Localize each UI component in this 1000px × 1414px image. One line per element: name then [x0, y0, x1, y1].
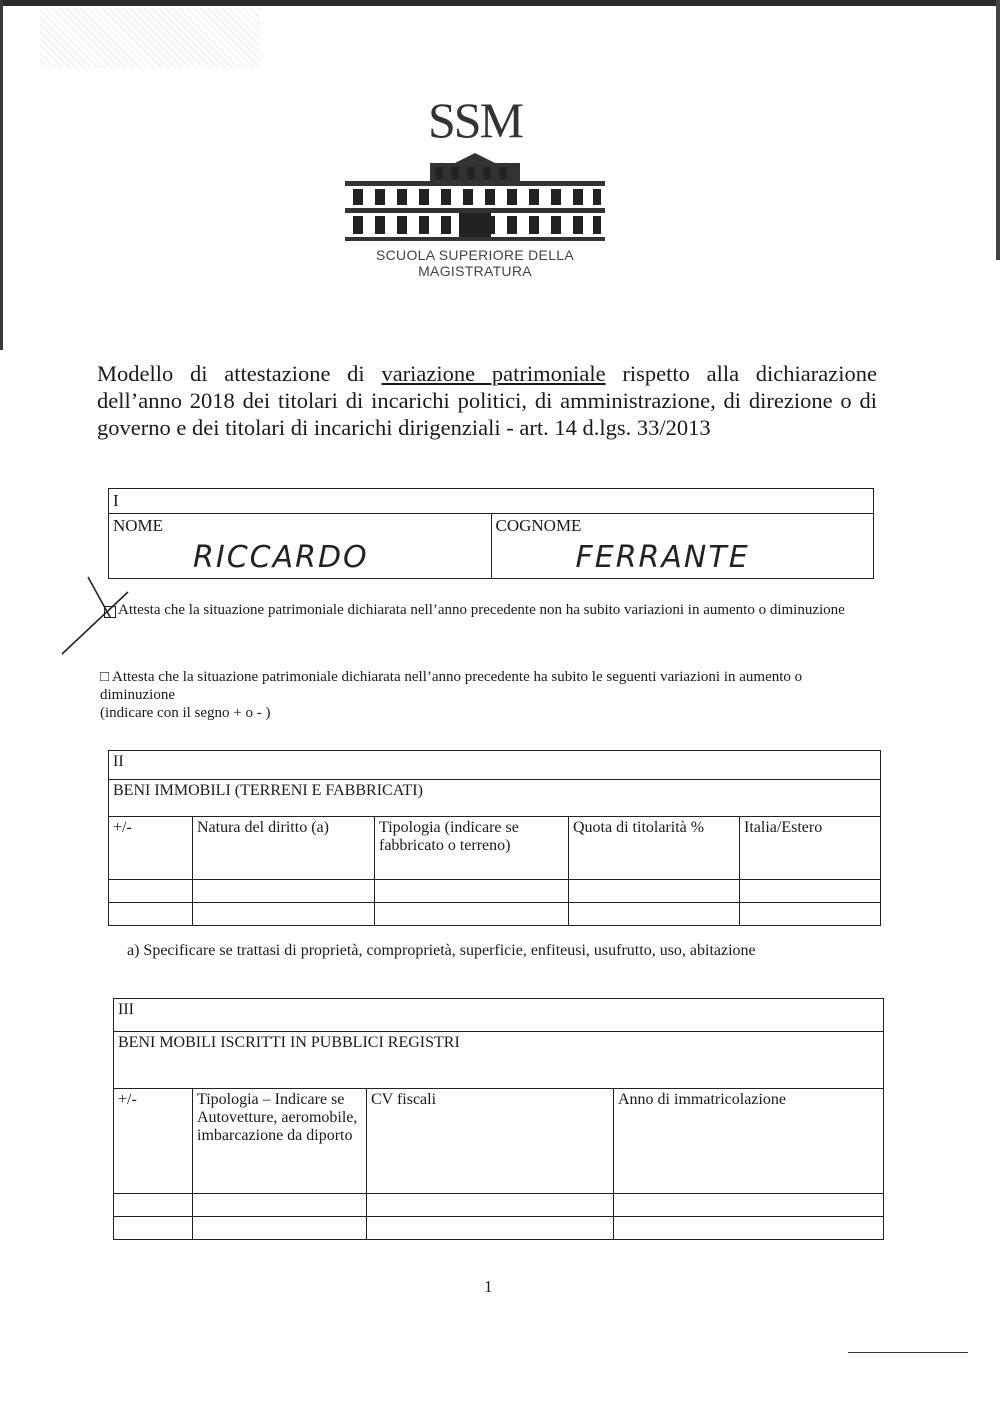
option-2-checkbox[interactable]: □ — [100, 669, 110, 685]
scan-edge-right — [996, 0, 1000, 260]
option-1-label: Attesta che la situazione patrimoniale dichiarata nell’anno precedente non ha subito variazioni in aumento o diminuzione — [118, 602, 845, 618]
scan-edge-top — [0, 0, 1000, 6]
section-1-number: I — [109, 489, 874, 514]
table-row — [109, 880, 881, 903]
title-underlined: variazione patrimoniale — [381, 361, 606, 386]
option-2-note: (indicare con il segno + o - ) — [100, 705, 271, 721]
section-3-table — [113, 998, 884, 1240]
option-2 — [100, 668, 870, 722]
col-tipologia-3: Tipologia – Indicare se Autovetture, aeromobile, imbarcazione da diporto — [193, 1089, 367, 1194]
cognome-label: COGNOME — [495, 516, 582, 535]
building-icon — [335, 153, 615, 243]
col-anno: Anno di immatricolazione — [614, 1089, 884, 1194]
ssm-logo — [320, 92, 630, 279]
col-plus-minus-3: +/- — [114, 1089, 193, 1194]
table-row — [109, 903, 881, 926]
document-title — [97, 360, 877, 441]
nome-handwritten: RICCARDO — [193, 540, 369, 575]
logo-name: SCUOLA SUPERIORE DELLA MAGISTRATURA — [376, 247, 574, 279]
scan-noise — [40, 8, 260, 68]
col-italia-estero: Italia/Estero — [740, 817, 881, 880]
title-part2: rispetto alla dichiarazione dell’anno 2018 dei titolari di incarichi politici, di amministrazione, di direzione o di governo e dei titolari di incarichi dirigenziali - art. 14 d.lgs. 33/2013 — [97, 361, 877, 440]
col-cv-fiscali: CV fiscali — [367, 1089, 614, 1194]
nome-cell — [109, 514, 492, 579]
section-2-table — [108, 750, 881, 926]
table-row — [114, 1194, 884, 1217]
section-1-table — [108, 488, 874, 579]
table-row — [114, 1217, 884, 1240]
page-number: 1 — [484, 1277, 493, 1296]
title-part1: Modello di attestazione di — [97, 361, 365, 386]
section-3-heading: BENI MOBILI ISCRITTI IN PUBBLICI REGISTRI — [114, 1032, 884, 1089]
col-plus-minus: +/- — [109, 817, 193, 880]
section-2-heading: BENI IMMOBILI (TERRENI E FABBRICATI) — [109, 780, 881, 817]
scan-edge-left — [0, 0, 3, 350]
cognome-handwritten: FERRANTE — [575, 540, 750, 575]
col-natura: Natura del diritto (a) — [193, 817, 375, 880]
col-tipologia: Tipologia (indicare se fabbricato o terreno) — [375, 817, 569, 880]
option-1-text — [94, 600, 884, 620]
option-2-label: Attesta che la situazione patrimoniale dichiarata nell’anno precedente ha subito le seguenti variazioni in aumento o diminuzione — [100, 669, 803, 703]
bottom-rule — [848, 1352, 968, 1353]
logo-abbreviation: SSM — [427, 92, 523, 148]
footnote-a: a) Specificare se trattasi di proprietà, comproprietà, superficie, enfiteusi, usufrutto, uso, abitazione — [127, 942, 756, 959]
section-3-number: III — [114, 999, 884, 1032]
cognome-cell — [491, 514, 874, 579]
col-quota: Quota di titolarità % — [569, 817, 740, 880]
nome-label: NOME — [113, 516, 164, 535]
section-2-number: II — [109, 751, 881, 780]
